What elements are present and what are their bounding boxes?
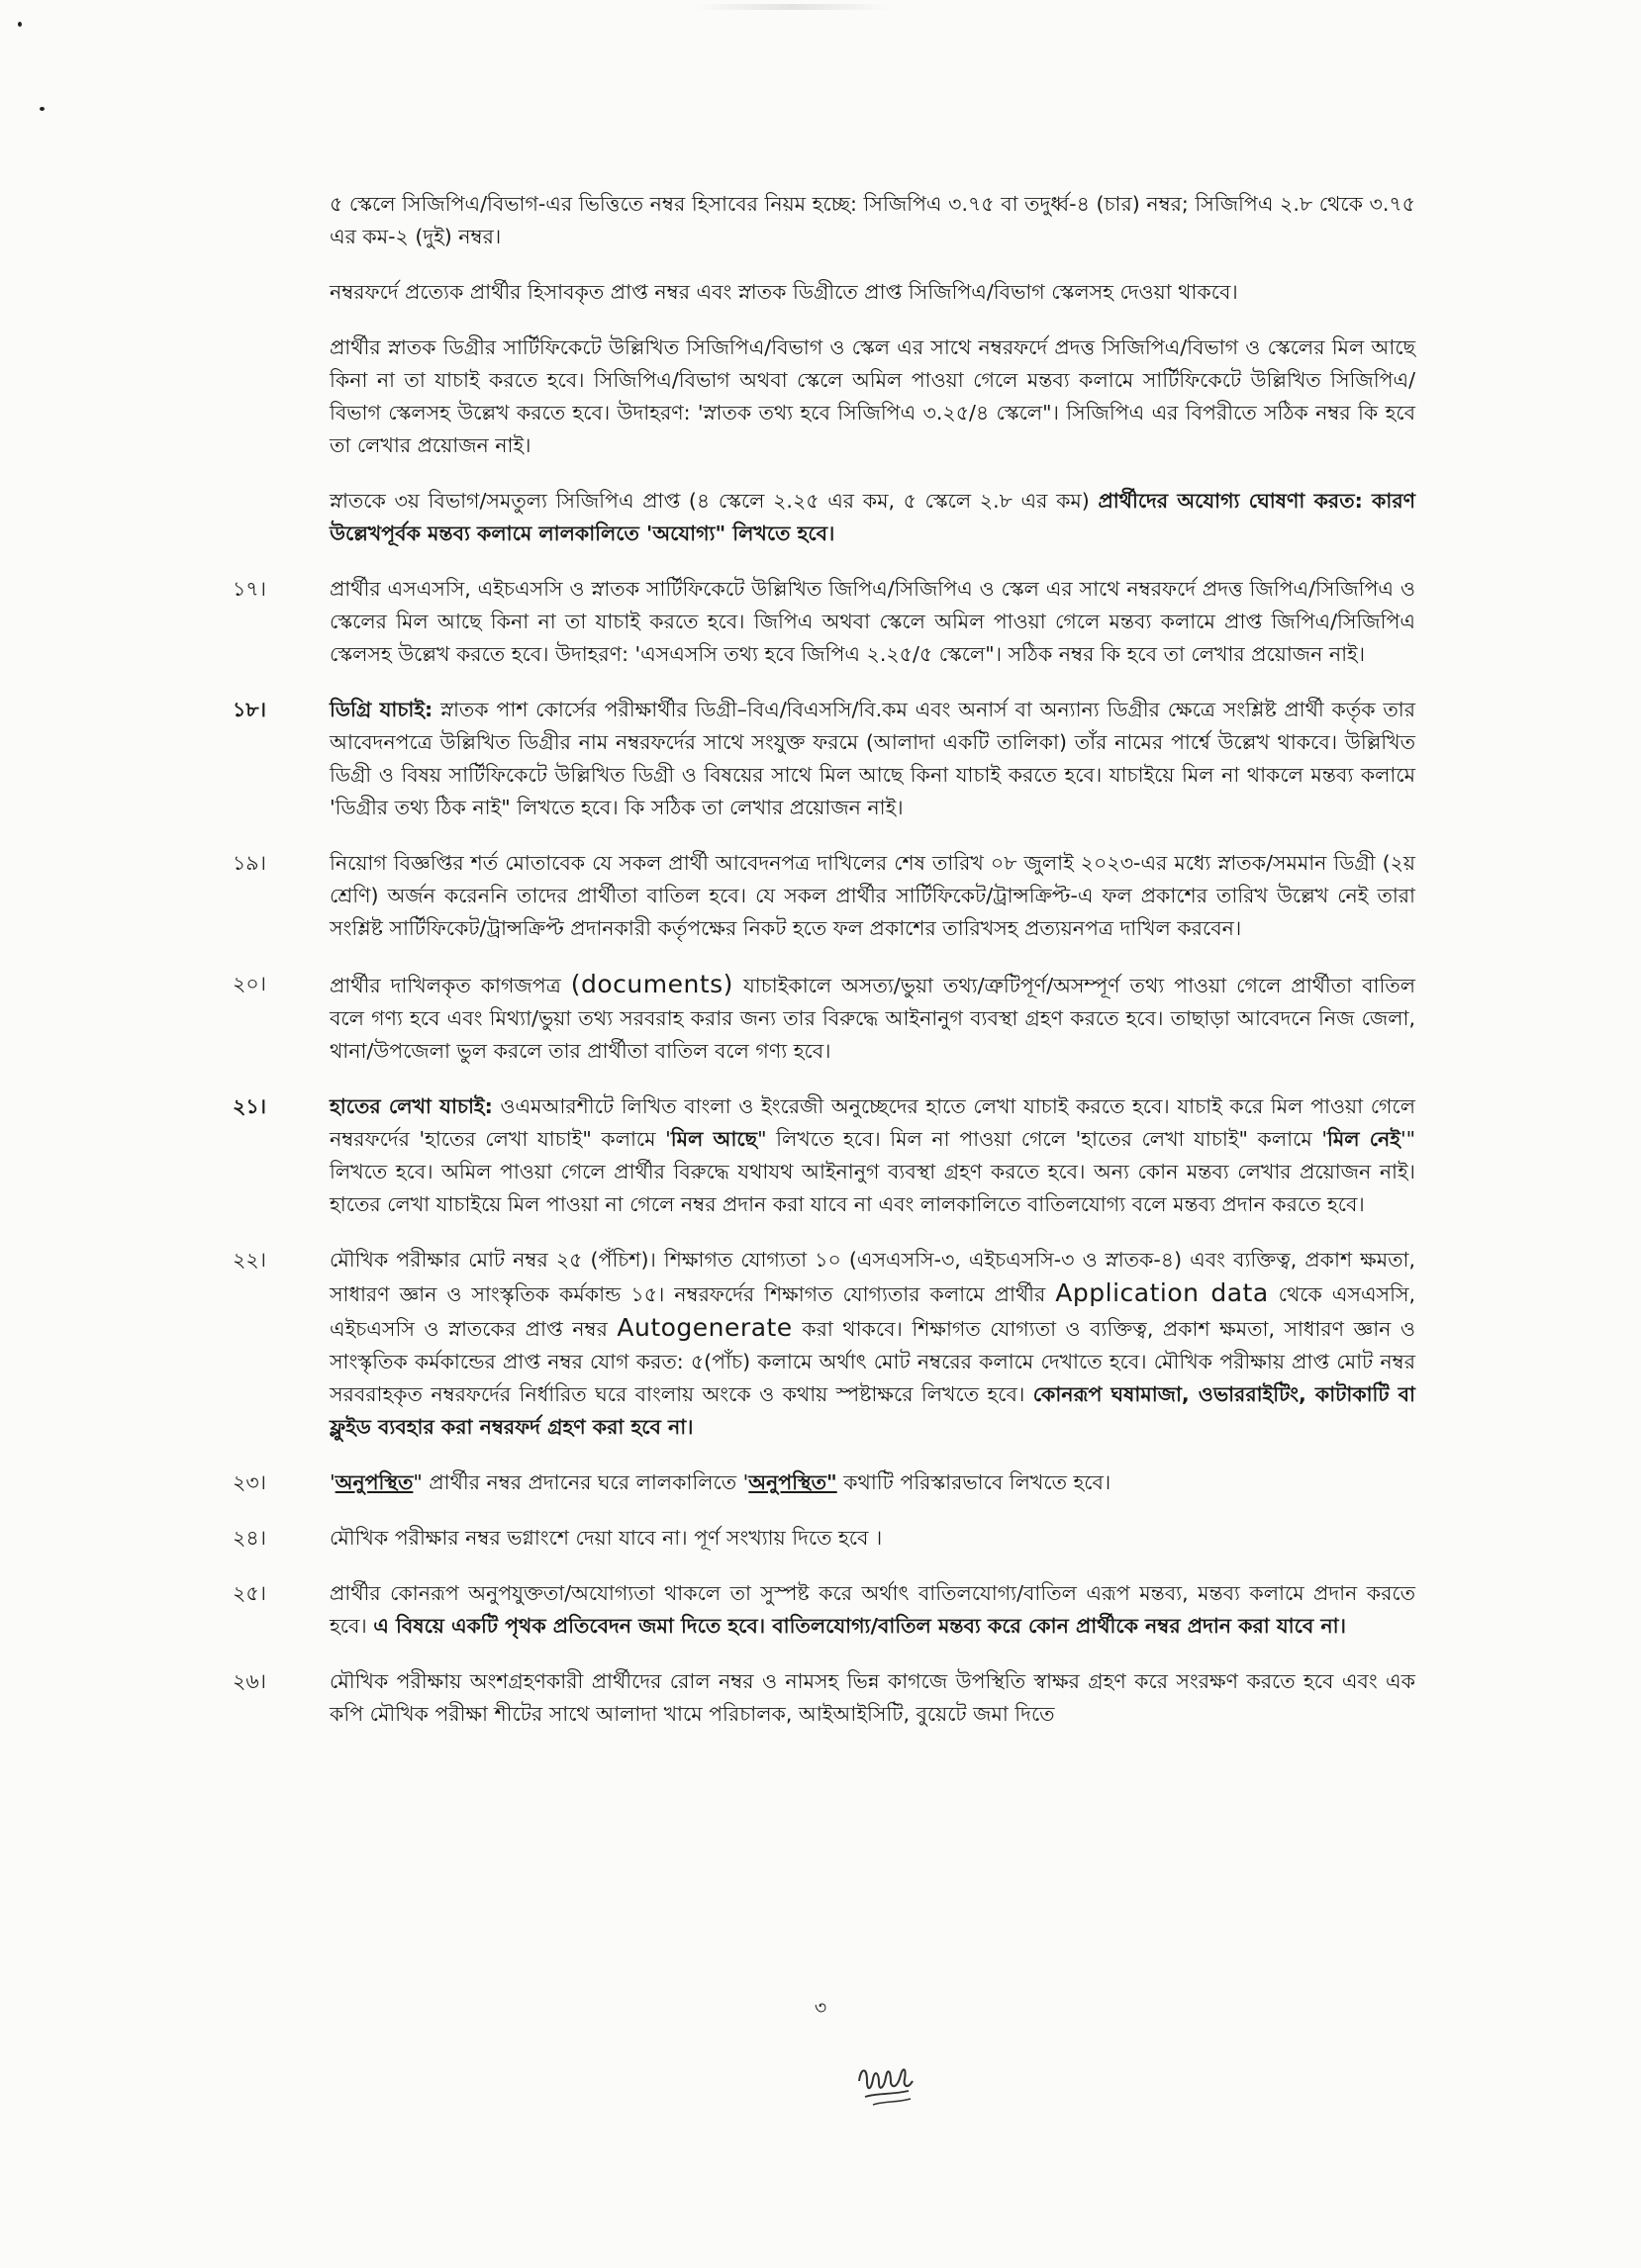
text-run: থেকে এসএসসি, এইচএসসি ও স্নাতকের প্রাপ্ত নম্বর [330,1282,1416,1341]
item-text [330,970,1416,1063]
text-run: স্নাতকে ৩য় বিভাগ/সমতুল্য সিজিপিএ প্রাপ্ত (৪ স্কেলে ২.২৫ এর কম, ৫ স্কেলে ২.৮ এর কম) [330,489,1099,513]
emphasis-text: মিল আছে [670,1127,758,1151]
list-item [233,1577,1415,1643]
item-text [330,1526,882,1550]
item-text [330,1581,1415,1638]
list-item [233,573,1415,671]
list-item [330,331,1415,462]
text-run: মৌখিক পরীক্ষার নম্বর ভগ্নাংশে দেয়া যাবে না। পূর্ণ সংখ্যায় দিতে হবে । [330,1526,883,1550]
item-text [330,1248,1415,1439]
list-item [233,694,1415,824]
text-run: (documents) [570,970,733,998]
list-item [330,485,1415,550]
item-text [330,1470,1110,1494]
emphasis-text: ডিগ্রি যাচাই: [330,698,434,721]
text-run: নম্বরফর্দে প্রত্যেক প্রার্থীর হিসাবকৃত প্রাপ্ত নম্বর এবং স্নাতক ডিগ্রীতে প্রাপ্ত সিজিপিএ/বিভাগ স্কেলসহ দেওয়া থাকবে। [330,280,1238,304]
item-number: ১৮। [233,698,266,721]
item-number: ১৭। [233,577,266,601]
text-run: প্রার্থীর দাখিলকৃত কাগজপত্র [330,974,571,997]
list-item [233,1466,1415,1499]
emphasis-text: প্রার্থীদের অযোগ্য ঘোষণা করত: কারণ উল্লেখপূর্বক মন্তব্য কলামে লালকালিতে 'অযোগ্য" লিখতে হবে। [330,489,1415,545]
item-number: ২৩। [233,1470,266,1494]
item-text [330,489,1415,545]
text-run: প্রার্থীর এসএসসি, এইচএসসি ও স্নাতক সার্টিফিকেটে উল্লিখিত জিপিএ/সিজিপিএ ও স্কেল এর সাথে নম্বরফর্দে প্রদত্ত জিপিএ/সিজিপিএ ও স্কেলের মিল আছে কিনা না তা যাচাই করতে হবে। জিপিএ অথবা স্কেলে অমিল পাওয়া গেলে মন্তব্য কলামে প্রাপ্ত জিপিএ/সিজিপিএ স্কেলসহ উল্লেখ করতে হবে। উদাহরণ: 'এসএসসি তথ্য হবে জিপিএ ২.২৫/৫ স্কেলে"। সঠিক নম্বর কি হবে তা লেখার প্রয়োজন নাই। [330,577,1415,666]
emphasis-text: হাতের লেখা যাচাই: [330,1094,493,1118]
item-text [330,1669,1415,1726]
list-item [330,276,1415,309]
item-number: ২১। [233,1094,266,1118]
emphasis-text: অনুপস্থিত" [748,1470,837,1494]
list-item [233,1522,1415,1555]
list-item [233,1090,1416,1221]
text-run: ' [330,1470,336,1494]
text-run: যাচাইকালে অসত্য/ভুয়া তথ্য/ত্রুটিপূর্ণ/অসম্পূর্ণ তথ্য পাওয়া গেলে প্রার্থীতা বাতিল বলে গণ্য হবে এবং মিথ্যা/ভুয়া তথ্য সরবরাহ করার জন্য তার বিরুদ্ধে আইনানুগ ব্যবস্থা গ্রহণ করতে হবে। তাছাড়া আবেদনে নিজ জেলা, থানা/উপজেলা ভুল করলে তার প্রার্থীতা বাতিল বলে গণ্য হবে। [330,974,1416,1063]
item-number: ২৪। [233,1526,266,1550]
list-item [233,847,1415,945]
text-run: করা থাকবে। শিক্ষাগত যোগ্যতা ও ব্যক্তিত্ব, প্রকাশ ক্ষমতা, সাধারণ জ্ঞান ও সাংস্কৃতিক কর্মকান্ডের প্রাপ্ত নম্বর যোগ করত: ৫(পাঁচ) কলামে অর্থাৎ মোট নম্বরের কলামে দেখাতে হবে। মৌখিক পরীক্ষায় প্রাপ্ত মোট নম্বর সরবরাহকৃত নম্বরফর্দের নির্ধারিত ঘরে বাংলায় অংকে ও কথায় স্পষ্টাক্ষরে লিখতে হবে। [330,1317,1415,1406]
document-body [233,188,1415,1753]
item-text [330,698,1415,819]
emphasis-text: কোনরূপ ঘষামাজা, ওভাররাইটিং, কাটাকাটি বা ফ্লুইড ব্যবহার করা নম্বরফর্দ গ্রহণ করা হবে না। [330,1382,1415,1439]
item-number: ১৯। [233,851,266,875]
item-text [330,851,1415,940]
item-text [330,1094,1415,1216]
text-run: মৌখিক পরীক্ষার মোট নম্বর ২৫ (পঁচিশ)। শিক্ষাগত যোগ্যতা ১০ (এসএসসি-৩, এইচএসসি-৩ ও স্নাতক-৪) এবং ব্যক্তিত্ব, প্রকাশ ক্ষমতা, সাধারণ জ্ঞান ও সাংস্কৃতিক কর্মকান্ড ১৫। নম্বরফর্দের শিক্ষাগত যোগ্যতার কলামে প্রার্থীর [330,1248,1415,1306]
list-item [233,968,1416,1068]
text-run: Autogenerate [617,1313,793,1342]
text-run: " প্রার্থীর নম্বর প্রদানের ঘরে লালকালিতে ' [413,1470,749,1494]
text-run: কথাটি পরিস্কারভাবে লিখতে হবে। [836,1470,1111,1494]
emphasis-text: অনুপস্থিত [335,1470,414,1494]
handwritten-signature [851,2053,920,2113]
text-run: স্নাতক পাশ কোর্সের পরীক্ষার্থীর ডিগ্রী–বিএ/বিএসসি/বি.কম এবং অনার্স বা অন্যান্য ডিগ্রীর ক্ষেত্রে সংশ্লিষ্ট প্রার্থী কর্তৃক তার আবেদনপত্রে উল্লিখিত ডিগ্রীর নাম নম্বরফর্দের সাথে সংযুক্ত ফরমে (আলাদা একটি তালিকা) তাঁর নামের পার্শ্বে উল্লেখ থাকবে। উল্লিখিত ডিগ্রী ও বিষয় সার্টিফিকেটে উল্লিখিত ডিগ্রী ও বিষয়ের সাথে মিল আছে কিনা যাচাই করতে হবে। যাচাইয়ে মিল না থাকলে মন্তব্য কলামে 'ডিগ্রীর তথ্য ঠিক নাই" লিখতে হবে। কি সঠিক তা লেখার প্রয়োজন নাই। [330,698,1415,819]
emphasis-text: মিল নেই [1326,1127,1400,1151]
list-item [233,1665,1415,1731]
page-number: ৩ [814,1997,827,2019]
text-run: '" লিখতে হবে। অমিল পাওয়া গেলে প্রার্থীর বিরুদ্ধে যথাযথ আইনানুগ ব্যবস্থা গ্রহণ করতে হবে। অন্য কোন মন্তব্য লেখার প্রয়োজন নাই। হাতের লেখা যাচাইয়ে মিল পাওয়া না গেলে নম্বর প্রদান করা যাবে না এবং লালকালিতে বাতিলযোগ্য বলে মন্তব্য প্রদান করতে হবে। [330,1127,1416,1216]
list-item [233,1244,1416,1444]
item-number: ২৬। [233,1669,266,1693]
text-run: ৫ স্কেলে সিজিপিএ/বিভাগ-এর ভিত্তিতে নম্বর হিসাবের নিয়ম হচ্ছে: সিজিপিএ ৩.৭৫ বা তদুর্ধ্ব-৪ (চার) নম্বর; সিজিপিএ ২.৮ থেকে ৩.৭৫ এর কম-২ (দুই) নম্বর। [330,192,1415,248]
text-run: নিয়োগ বিজ্ঞপ্তির শর্ত মোতাবেক যে সকল প্রার্থী আবেদনপত্র দাখিলের শেষ তারিখ ০৮ জুলাই ২০২৩-এর মধ্যে স্নাতক/সমমান ডিগ্রী (২য় শ্রেণি) অর্জন করেননি তাদের প্রার্থীতা বাতিল হবে। যে সকল প্রার্থীর সার্টিফিকেট/ট্রান্সক্রিপ্ট-এ ফল প্রকাশের তারিখ উল্লেখ নেই তারা সংশ্লিষ্ট সার্টিফিকেট/ট্রান্সক্রিপ্ট প্রদানকারী কর্তৃপক্ষের নিকট হতে ফল প্রকাশের তারিখসহ প্রত্যয়নপত্র দাখিল করবেন। [330,851,1415,940]
item-number: ২২। [233,1248,266,1272]
item-text [330,280,1238,304]
text-run: প্রার্থীর কোনরূপ অনুপযুক্ততা/অযোগ্যতা থাকলে তা সুস্পষ্ট করে অর্থাৎ বাতিলযোগ্য/বাতিল এরূপ মন্তব্য, মন্তব্য কলামে প্রদান করতে হবে। [330,1581,1415,1638]
item-text [330,335,1415,457]
text-run: প্রার্থীর স্নাতক ডিগ্রীর সার্টিফিকেটে উল্লিখিত সিজিপিএ/বিভাগ ও স্কেল এর সাথে নম্বরফর্দে প্রদত্ত সিজিপিএ/বিভাগ ও স্কেলের মিল আছে কিনা না তা যাচাই করতে হবে। সিজিপিএ/বিভাগ অথবা স্কেলে অমিল পাওয়া গেলে মন্তব্য কলামে সার্টিফিকেটে উল্লিখিত সিজিপিএ/বিভাগ স্কেলসহ উল্লেখ করতে হবে। উদাহরণ: 'স্নাতক তথ্য হবে সিজিপিএ ৩.২৫/৪ স্কেলে"। সিজিপিএ এর বিপরীতে সঠিক নম্বর কি হবে তা লেখার প্রয়োজন নাই। [330,335,1415,457]
text-run: Application data [1055,1278,1269,1307]
item-text [330,577,1415,666]
scan-speck [18,22,22,27]
scan-artifact [693,4,891,10]
item-number: ২০। [233,972,266,995]
item-number: ২৫। [233,1581,266,1605]
list-item [330,188,1415,253]
text-run: ওএমআরশীটে লিখিত বাংলা ও ইংরেজী অনুচ্ছেদের হাতে লেখা যাচাই করতে হবে। যাচাই করে মিল পাওয়া গেলে নম্বরফর্দের 'হাতের লেখা যাচাই" কলামে ' [330,1094,1415,1151]
text-run: " লিখতে হবে। মিল না পাওয়া গেলে 'হাতের লেখা যাচাই" কলামে ' [757,1127,1327,1151]
item-text [330,192,1415,248]
text-run: মৌখিক পরীক্ষায় অংশগ্রহণকারী প্রার্থীদের রোল নম্বর ও নামসহ ভিন্ন কাগজে উপস্থিতি স্বাক্ষর গ্রহণ করে সংরক্ষণ করতে হবে এবং এক কপি মৌখিক পরীক্ষা শীটের সাথে আলাদা খামে পরিচালক, আইআইসিটি, বুয়েটে জমা দিতে [330,1669,1415,1726]
scan-speck [40,107,45,111]
emphasis-text: এ বিষয়ে একটি পৃথক প্রতিবেদন জমা দিতে হবে। বাতিলযোগ্য/বাতিল মন্তব্য করে কোন প্রার্থীকে নম্বর প্রদান করা যাবে না। [373,1614,1346,1638]
